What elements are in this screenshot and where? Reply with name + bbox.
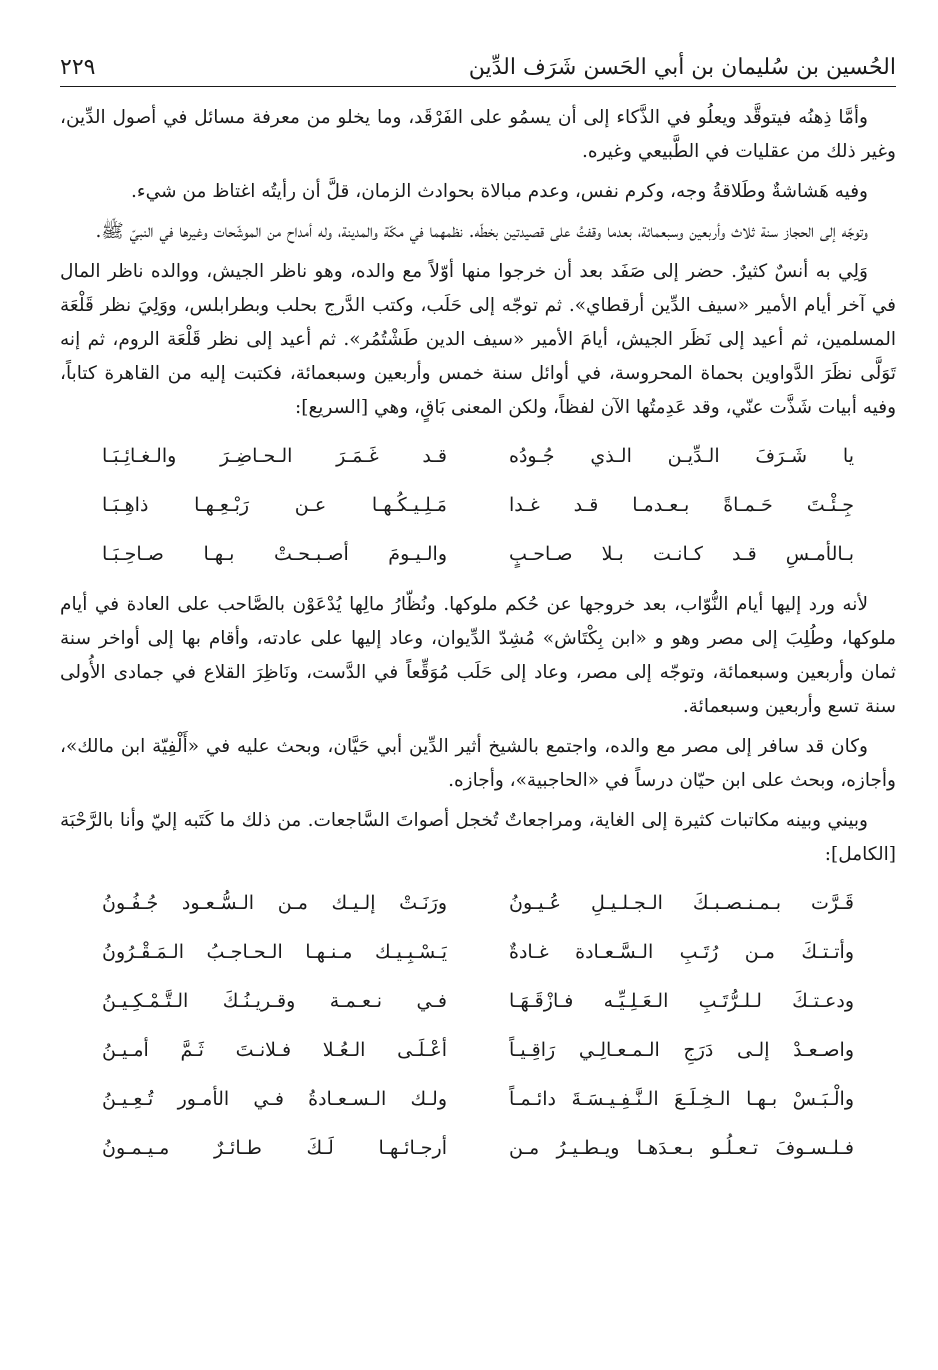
page-number: ٢٢٩	[60, 55, 96, 80]
verse-first-hemistich: واصـعـدْ إلـى دَرَجِ الـمـعـالِـي رَاقِـيـاً	[509, 1038, 854, 1061]
paragraph-hijaz: وتوجّه إلى الحجاز سنة ثلاث وأربعين وسبعمائة، بعدما وقفتُ على قصيدتين بخطّه. نظمهما في مكّة والمدينة، وله أمداح من الموشّحات وغيرها في النبيّ ﷺ.	[95, 221, 868, 242]
paragraph-abu-hayyan: وكان قد سافر إلى مصر مع والده، واجتمع بالشيخ أثير الدِّين أبي حَيَّان، وبحث عليه في «أَلْفِيّة ابن مالك»، وأجازه، وبحث على ابن حيّان درساً في «الحاجبية»، وأجازه.	[60, 736, 896, 791]
running-head	[60, 30, 896, 87]
book-page	[60, 30, 896, 1350]
verse-second-hemistich: أرجـائـهـا لَـكَ طـائـرٌ مـيـمـونُ	[102, 1136, 447, 1159]
verse-first-hemistich: جِـئْـتَ حَـمـاةً بـعـدمـا قـد غـدا	[509, 493, 854, 516]
paragraph-correspondence: وبيني وبينه مكاتبات كثيرة إلى الغاية، ومراجعاتٌ تُخجل أصواتَ السَّاجعات. من ذلك ما كَتَبه إليّ وأنا بالرَّحْبَة [الكامل]:	[60, 810, 896, 865]
verse-first-hemistich: ودعـتـكَ لـلـرُّتَـبِ الـعَـلِـيِّـه فـازْقَـهَـا	[509, 989, 854, 1012]
verse-line	[60, 1123, 896, 1172]
poem-saree	[60, 431, 896, 578]
verse-first-hemistich: يا شَـرَفَ الـدِّيـن الـذي جُـودُه	[509, 444, 854, 467]
verse-line	[60, 1074, 896, 1123]
paragraph-character: وفيه هَشاشةٌ وطَلاقةُ وجه، وكرم نفس، وعدم مبالاة بحوادث الزمان، قلَّ أن رأيتُه اغتاظ من شيء.	[131, 181, 868, 202]
verse-second-hemistich: قـد غَـمَـرَ الـحـاضِـرَ والـغـائِـبَـا	[102, 444, 447, 467]
poem-kamil	[60, 878, 896, 1172]
verse-second-hemistich: فـي نـعـمـة وقـريـنُـكَ الـتَّـمْـكِـيـنُ	[102, 989, 447, 1012]
verse-line	[60, 976, 896, 1025]
verse-first-hemistich: قَـرَّت بـمـنـصـبـكَ الـجـلـيـلِ عُـيـونُ	[509, 891, 854, 914]
paragraph-mind: وأمَّا ذِهنُه فيتوقَّد ويعلُو في الذَّكاء إلى أن يسمُو على الفَرْقَد، وما يخلو من معرفة مسائل في أصول الدِّين، وغير ذلك من عقليات في الطَّبيعي وغيره.	[60, 107, 896, 162]
verse-first-hemistich: والْـبَـسْ بـهـا الـخِـلَـعَ الـنَّـفِـيـسَـةَ دائـمـاً	[509, 1087, 854, 1110]
verse-first-hemistich: بـالأمـسِ قـد كـانـت بـلا صـاحـبٍ	[509, 542, 854, 565]
verse-line	[60, 529, 896, 578]
verse-line	[60, 480, 896, 529]
verse-second-hemistich: يَـسْـبِـيـك مـنـهـا الـحـاجـبُ الـمَـقْـرُونُ	[102, 940, 447, 963]
page-body	[60, 101, 896, 1172]
paragraph-nuwwab: لأنه ورد إليها أيام النُّوّاب، بعد خروجها عن حُكم ملوكها. ونُظّارُ مالِها يُدْعَوْن بالصَّاحب على العادة في أيام ملوكها، وطُلِبَ إلى مصر وهو و «ابن بِكْتَاش» مُشِدّ الدِّيوان، وعاد إليها على عادته، وأقام بها إلى أواخر سنة ثمان وأربعين وسبعمائة، وتوجّه إلى مصر، وعاد إلى حَلَب مُوَقِّعاً في الدَّست، ونَاظِرَ القلاع في جمادى الأُولى سنة تسع وأربعين وسبعمائة.	[60, 594, 896, 717]
verse-first-hemistich: وأتـتـكَ مـن رُتَـبِ الـسَّـعـادة غـادةٌ	[509, 940, 854, 963]
verse-line	[60, 431, 896, 480]
verse-second-hemistich: أعْـلَـى الـعُـلا فـلانـتَ ثَـمَّ أمـيـنُ	[102, 1038, 447, 1061]
verse-second-hemistich: ورَنَـتْ إلـيـك مـن الـسُّـعـود جُـفُـونُ	[102, 891, 447, 914]
verse-second-hemistich: والـيـومَ أصـبـحـتْ بـهـا صـاحِـبَـا	[102, 542, 447, 565]
verse-first-hemistich: فـلـسـوفَ تـعـلُـو بـعـدَهـا ويـطـيـرُ مـن	[509, 1136, 854, 1159]
verse-second-hemistich: مَـلِـيـكُـهـا عـن رَبْـعِـهـا ذاهِـبَـا	[102, 493, 447, 516]
verse-line	[60, 927, 896, 976]
running-head-title: الحُسين بن سُليمان بن أبي الحَسن شَرَف الدِّين	[468, 55, 896, 80]
verse-line	[60, 878, 896, 927]
verse-second-hemistich: ولـك الـسـعـادةُ فـي الأمـور تُـعِـيـنُ	[102, 1087, 447, 1110]
paragraph-career: وَلِي به أنسٌ كثيرٌ. حضر إلى صَفَد بعد أن خرجوا منها أوّلاً مع والده، وهو ناظر الجيش، ووالده ناظر المال في آخر أيام الأمير «سيف الدِّين أرقطاي». ثم توجّه إلى حَلَب، وكتب الدَّرج بحلب وبطرابلس، ووَلِيَ نظر قَلْعَة المسلمين، ثم أعيد إلى نَظَر الجيش، أيامَ الأمير «سيف الدين طَشْتُمُر». ثم أعيد إلى نظر قَلْعَة الروم، ثم إنه تَوَلَّى نظَرَ الدَّواوين بحماة المحروسة، في أوائل سنة خمس وأربعين وسبعمائة، فكتبت إليه من القاهرة كتاباً، وفيه أبيات شَذَّت عنّي، وقد عَدِمتُها الآن لفظاً، ولكن المعنى بَاقٍ، وهي [السريع]:	[60, 261, 896, 418]
verse-line	[60, 1025, 896, 1074]
